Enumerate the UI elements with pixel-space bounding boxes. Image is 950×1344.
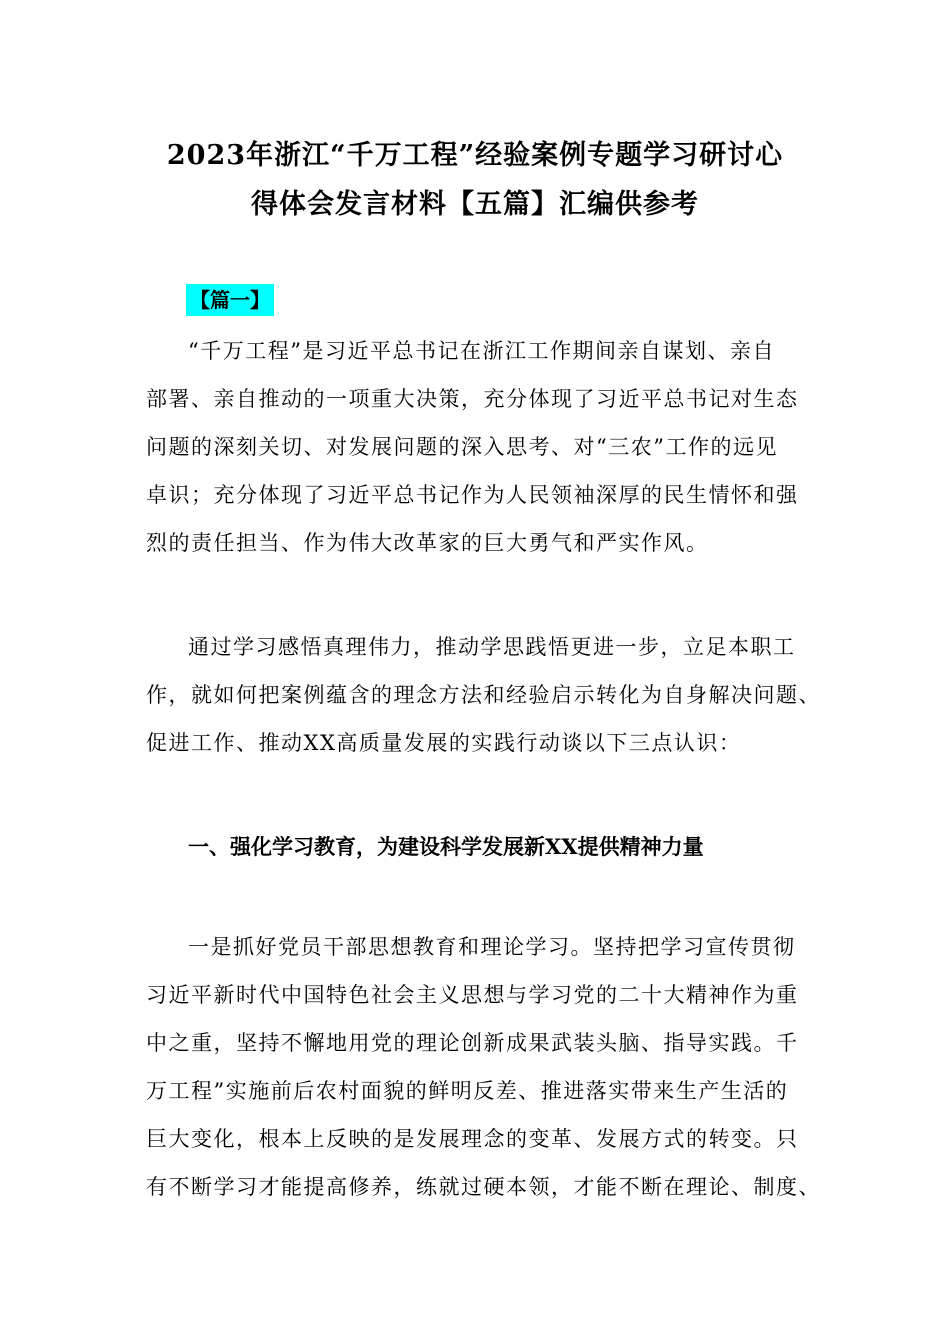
paragraph-2-line-2: 作，就如何把案例蕴含的理念方法和经验启示转化为自身解决问题、 — [146, 683, 821, 707]
paragraph-3-line-2: 习近平新时代中国特色社会主义思想与学习党的二十大精神作为重 — [146, 983, 799, 1007]
document-title-line-1: 2023年浙江“千万工程”经验案例专题学习研讨心 — [166, 140, 784, 171]
paragraph-3-line-4: 万工程”实施前后农村面貌的鲜明反差、推进落实带来生产生活的 — [146, 1079, 789, 1103]
paragraph-3-line-6: 有不断学习才能提高修养，练就过硬本领，才能不断在理论、制度、 — [146, 1175, 821, 1199]
paragraph-1-line-3: 问题的深刻关切、对发展问题的深入思考、对“三农”工作的远见 — [146, 435, 778, 459]
section-label-highlight: 【篇一】 — [186, 284, 274, 316]
paragraph-3-line-1: 一是抓好党员干部思想教育和理论学习。坚持把学习宣传贯彻 — [188, 935, 796, 959]
paragraph-1-line-1: “千万工程”是习近平总书记在浙江工作期间亲自谋划、亲自 — [188, 339, 775, 363]
paragraph-3-line-5: 巨大变化，根本上反映的是发展理念的变革、发展方式的转变。只 — [146, 1127, 799, 1151]
section-heading-1: 一、强化学习教育，为建设科学发展新XX提供精神力量 — [188, 834, 704, 859]
document-title-line-2: 得体会发言材料【五篇】汇编供参考 — [251, 189, 699, 220]
paragraph-1-line-4: 卓识；充分体现了习近平总书记作为人民领袖深厚的民生情怀和强 — [146, 483, 799, 507]
paragraph-3-line-3: 中之重，坚持不懈地用党的理论创新成果武装头脑、指导实践。千 — [146, 1031, 799, 1055]
paragraph-2-line-1: 通过学习感悟真理伟力，推动学思践悟更进一步，立足本职工 — [188, 635, 796, 659]
paragraph-1-line-5: 烈的责任担当、作为伟大改革家的巨大勇气和严实作风。 — [146, 531, 709, 555]
paragraph-1-line-2: 部署、亲自推动的一项重大决策，充分体现了习近平总书记对生态 — [146, 387, 799, 411]
paragraph-2-line-3: 促进工作、推动XX高质量发展的实践行动谈以下三点认识： — [146, 731, 742, 755]
